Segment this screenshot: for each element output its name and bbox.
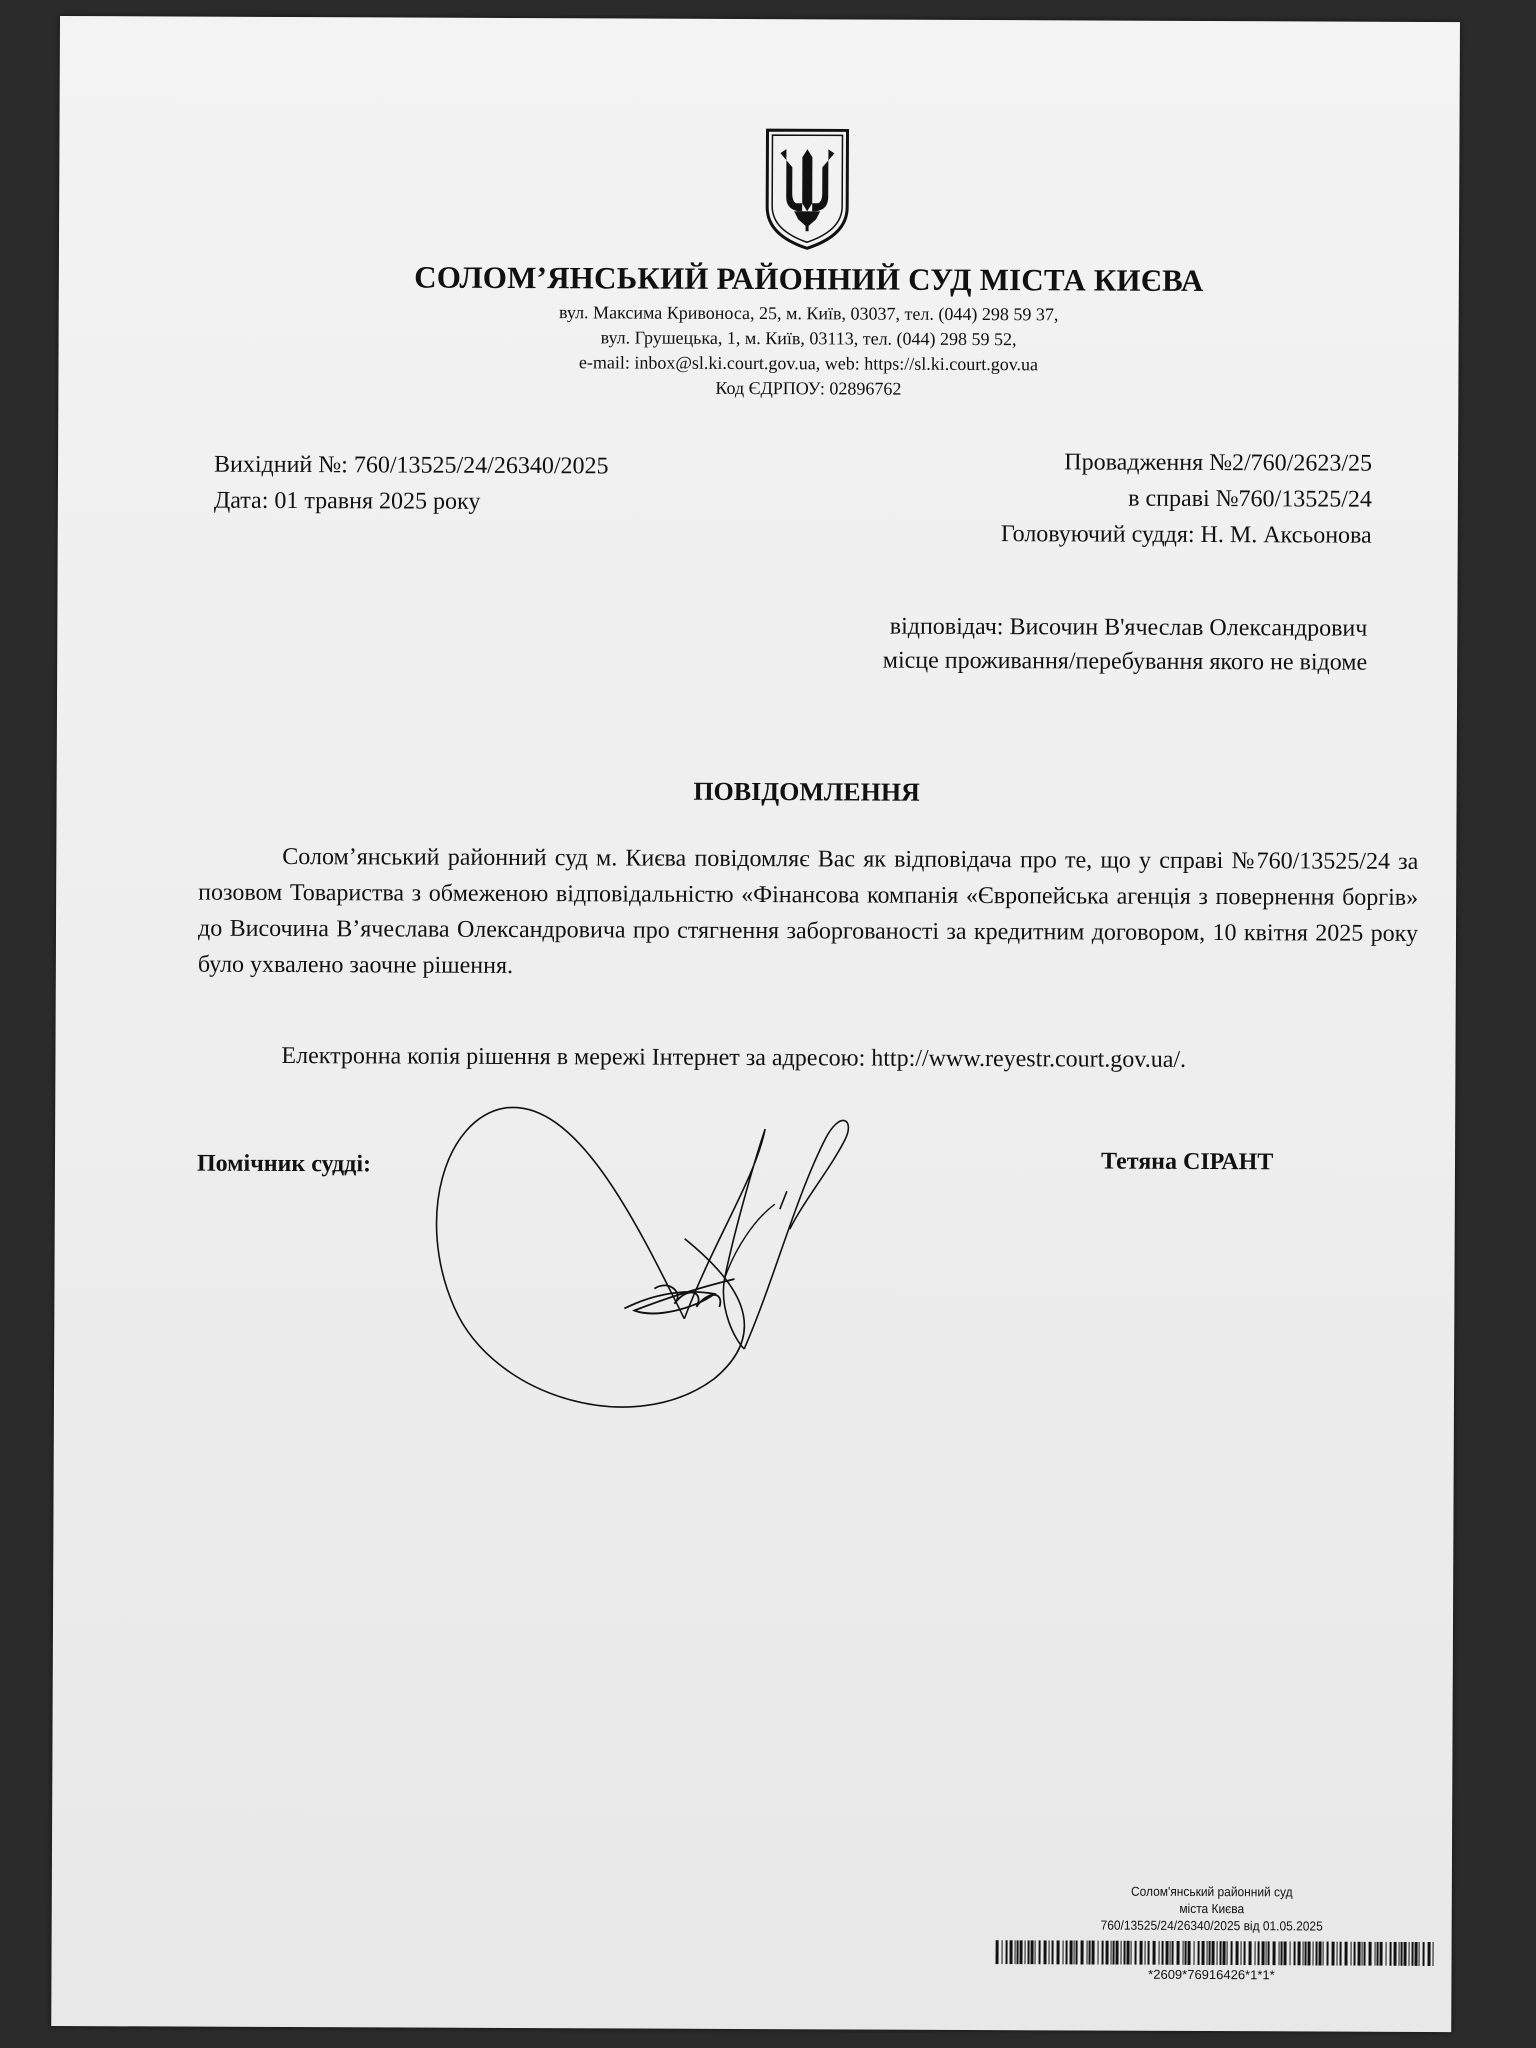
barcode-text: *2609*76916426*1*1*: [1148, 1966, 1275, 1983]
contact-line-address-1: вул. Максима Кривоноса, 25, м. Київ, 03037, тел. (044) 298 59 37,: [558, 302, 1059, 325]
recipient-block: [883, 610, 1368, 680]
signer-role: Помічник судді:: [196, 1150, 372, 1178]
recipient-name: відповідач: Височин В'ячеслав Олександрович: [889, 613, 1368, 642]
court-contacts: [58, 298, 1536, 405]
trident-crest-icon: [764, 127, 851, 251]
registry-stamp: [1009, 1882, 1414, 1935]
signer-name: Тетяна СІРАНТ: [1100, 1148, 1274, 1176]
stamp-city: міста Києва: [1179, 1900, 1245, 1917]
outgoing-info: [214, 447, 609, 521]
handwritten-signature: [434, 1078, 1136, 1441]
outgoing-date: Дата: 01 травня 2025 року: [213, 487, 481, 515]
notice-paragraph-1: Солом’янський районний суд м. Києва повідомляє Вас як відповідача про те, що у справі №760/13525/24 за позовом Товариства з обмеженою відповідальністю «Фінансова компанія «Європейська агенція з повернення боргів» до Височина В’ячеслава Олександровича про стягнення заборгованості за кредитним договором, 10 квітня 2025 року було ухвалено заочне рішення.: [197, 843, 1419, 979]
barcode-icon: [996, 1940, 1436, 1966]
document-page: [51, 16, 1460, 2032]
court-title: СОЛОМ’ЯНСЬКИЙ РАЙОННИЙ СУД МІСТА КИЄВА: [414, 259, 1204, 298]
notice-title: ПОВІДОМЛЕННЯ: [693, 776, 920, 807]
outgoing-number: Вихідний №: 760/13525/24/26340/2025: [213, 451, 609, 480]
contact-line-address-2: вул. Грушецька, 1, м. Київ, 03113, тел. (044) 298 59 52,: [600, 327, 1017, 350]
notice-paragraph-2: Електронна копія рішення в мережі Інтернет за адресою: http://www.reyestr.court.gov.ua/.: [281, 1042, 1187, 1073]
recipient-residence: місце проживання/перебування якого не відоме: [882, 647, 1368, 676]
contact-line-edrpou: Код ЄДРПОУ: 02896762: [715, 377, 902, 399]
case-info: [1001, 444, 1372, 554]
stamp-court-name: Солом'янський районний суд: [1130, 1883, 1293, 1900]
case-number: в справі №760/13525/24: [1128, 485, 1372, 513]
proceeding-number: Провадження №2/760/2623/25: [1064, 449, 1373, 477]
contact-line-email-web: e-mail: inbox@sl.ki.court.gov.ua, web: https://sl.ki.court.gov.ua: [578, 352, 1039, 375]
stamp-reference: 760/13525/24/26340/2025 від 01.05.2025: [1100, 1917, 1323, 1934]
presiding-judge: Головуючий суддя: Н. М. Аксьонова: [1000, 521, 1372, 549]
